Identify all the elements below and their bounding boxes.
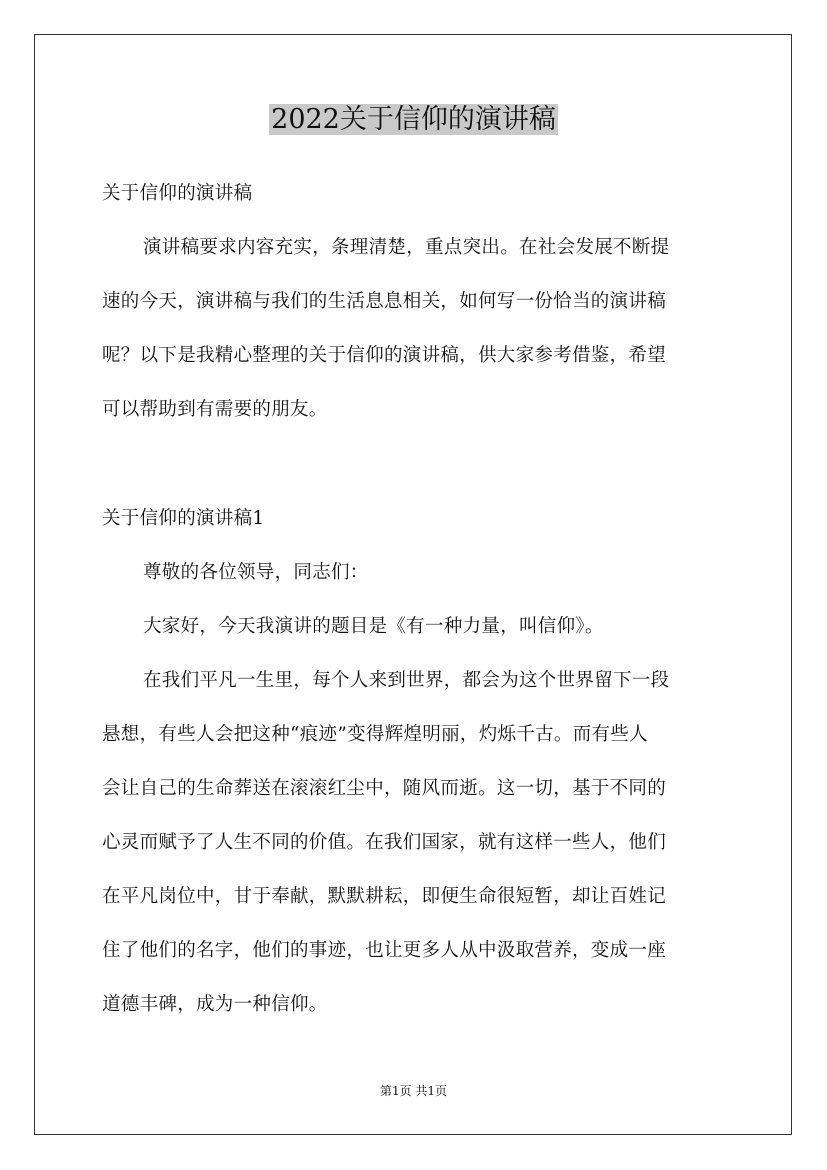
document-title: 2022关于信仰的演讲稿 <box>271 104 556 135</box>
body-line: 悬想，有些人会把这种“痕迹”变得辉煌明丽，灼烁千古。而有些人 <box>102 724 648 745</box>
intro-line: 速的今天，演讲稿与我们的生活息息相关，如何写一份恰当的演讲稿 <box>102 291 667 312</box>
section-heading-1: 关于信仰的演讲稿1 <box>102 508 265 529</box>
page-footer: 第1页 共1页 <box>379 1084 448 1098</box>
document-title-wrapper <box>0 100 827 140</box>
body-line: 道德丰碑，成为一种信仰。 <box>102 994 328 1015</box>
greeting: 大家好，今天我演讲的题目是《有一种力量，叫信仰》。 <box>143 616 604 637</box>
intro-line: 可以帮助到有需要的朋友。 <box>102 399 328 420</box>
intro-line: 演讲稿要求内容充实，条理清楚，重点突出。在社会发展不断提 <box>143 237 670 258</box>
salutation: 尊敬的各位领导，同志们： <box>143 562 369 583</box>
body-line: 在我们平凡一生里，每个人来到世界，都会为这个世界留下一段 <box>143 670 670 691</box>
body-line: 在平凡岗位中，甘于奉献，默默耕耘，即便生命很短暂，却让百姓记 <box>102 886 667 907</box>
intro-line: 呢？以下是我精心整理的关于信仰的演讲稿，供大家参考借鉴，希望 <box>102 345 667 366</box>
body-line: 心灵而赋予了人生不同的价值。在我们国家，就有这样一些人，他们 <box>102 832 667 853</box>
body-line: 住了他们的名字，他们的事迹，也让更多人从中汲取营养，变成一座 <box>102 940 667 961</box>
intro-heading: 关于信仰的演讲稿 <box>102 183 253 204</box>
body-line: 会让自己的生命葬送在滚滚红尘中，随风而逝。这一切，基于不同的 <box>102 778 667 799</box>
